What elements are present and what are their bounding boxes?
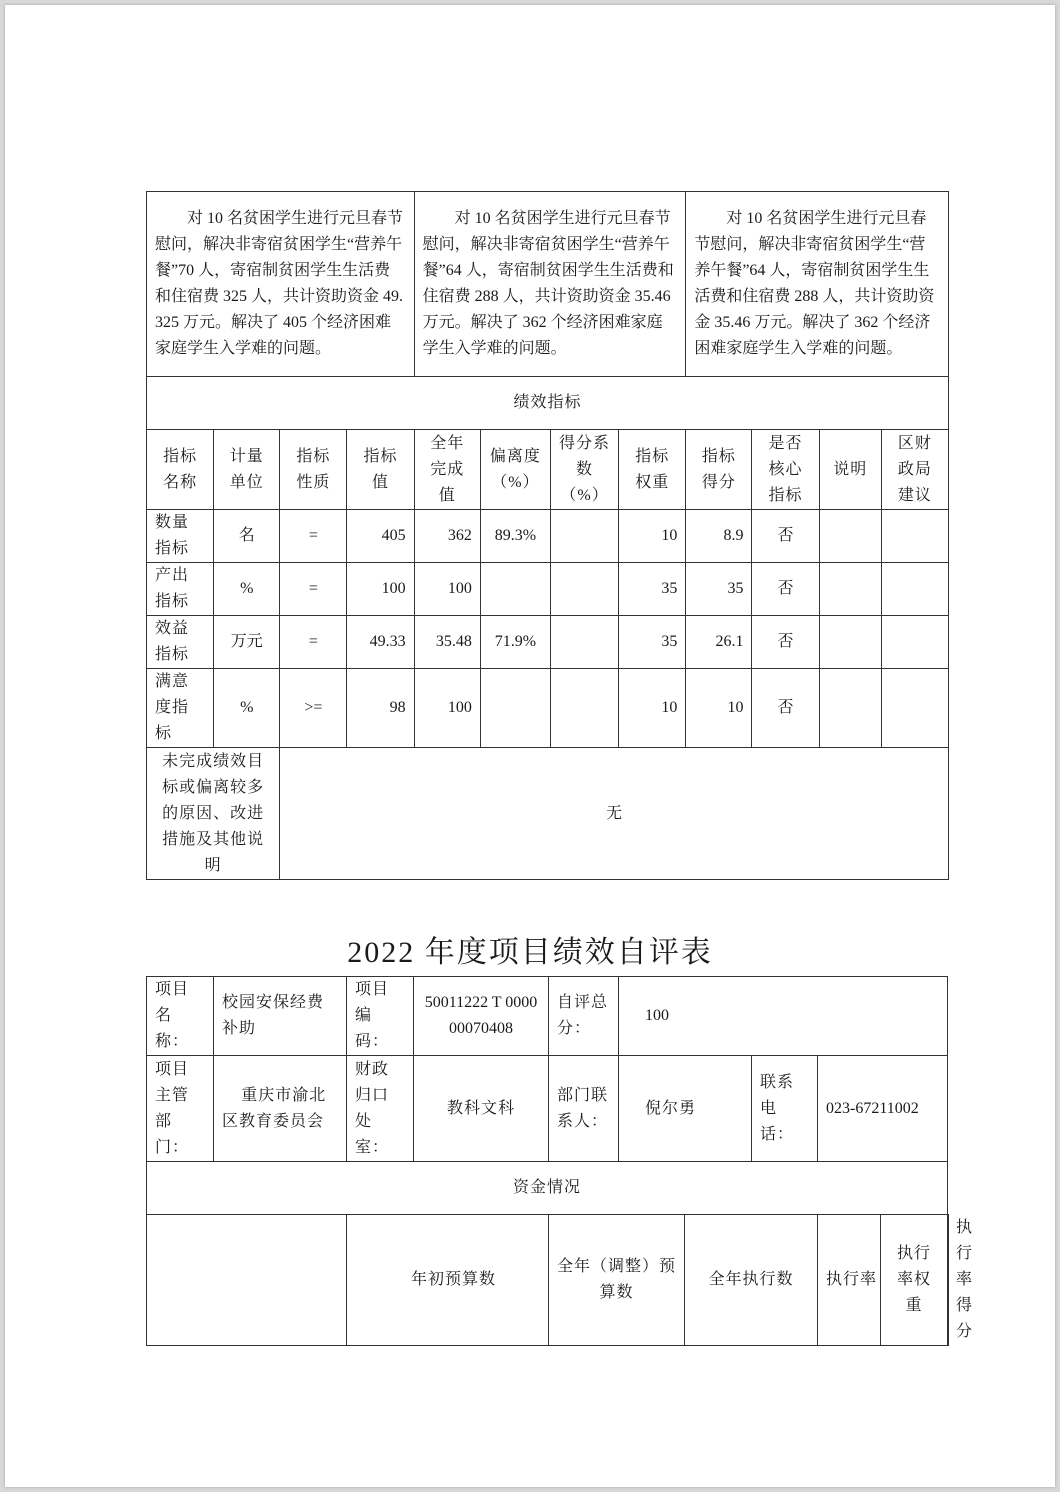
indicator-deviation <box>480 563 550 616</box>
header-indicator-name: 指标名称 <box>147 430 214 510</box>
total-score-label: 自评总分： <box>549 977 619 1056</box>
header-target-value: 指标值 <box>347 430 414 510</box>
indicator-deviation <box>480 669 550 748</box>
header-core: 是否核心指标 <box>752 430 819 510</box>
project-name-label: 项目名称： <box>147 977 214 1056</box>
header-actual-value: 全年完成值 <box>414 430 480 510</box>
header-coefficient: 得分系数（%） <box>550 430 618 510</box>
funds-header-exec-weight: 执行率权重 <box>881 1215 948 1346</box>
indicator-core: 否 <box>752 563 819 616</box>
indicator-coefficient <box>550 510 618 563</box>
indicator-note <box>819 510 881 563</box>
indicator-nature: = <box>280 616 347 669</box>
indicator-actual: 100 <box>414 669 480 748</box>
indicator-target: 98 <box>347 669 414 748</box>
indicator-actual: 35.48 <box>414 616 480 669</box>
funds-header-blank <box>147 1215 347 1346</box>
indicator-weight: 35 <box>619 616 686 669</box>
indicator-target: 100 <box>347 563 414 616</box>
indicator-actual: 362 <box>414 510 480 563</box>
indicator-coefficient <box>550 669 618 748</box>
indicator-weight: 35 <box>619 563 686 616</box>
indicator-coefficient <box>550 563 618 616</box>
indicator-weight: 10 <box>619 510 686 563</box>
indicator-score: 26.1 <box>686 616 752 669</box>
project-code-label: 项目编码： <box>347 977 414 1056</box>
dept: 重庆市渝北区教育委员会 <box>214 1056 347 1162</box>
table-row <box>147 510 949 563</box>
indicator-name: 满意度指标 <box>147 669 214 748</box>
indicator-advice <box>881 616 948 669</box>
contact-label: 部门联系人： <box>549 1056 619 1162</box>
indicator-score: 8.9 <box>686 510 752 563</box>
indicator-unit: % <box>214 669 280 748</box>
funds-header-exec-rate: 执行率 <box>818 1215 881 1346</box>
indicator-note <box>819 616 881 669</box>
document-page <box>5 5 1055 1487</box>
description-cell-target: 对 10 名贫困学生进行元旦春节慰问，解决非寄宿贫困学生“营养午餐”70 人，寄宿制贫困学生生活费和住宿费 325 人，共计资助资金 49.325 万元。解决了 405 个经济困难家庭学生入学难的问题。 <box>147 192 415 377</box>
indicator-core: 否 <box>752 510 819 563</box>
indicator-note <box>819 669 881 748</box>
form-title: 2022 年度项目绩效自评表 <box>347 936 713 969</box>
header-weight: 指标权重 <box>619 430 686 510</box>
funds-header-initial-budget: 年初预算数 <box>347 1215 549 1346</box>
header-nature: 指标性质 <box>280 430 347 510</box>
header-deviation: 偏离度（%） <box>480 430 550 510</box>
reason-label: 未完成绩效目标或偏离较多的原因、改进措施及其他说明 <box>147 748 280 880</box>
indicator-advice <box>881 510 948 563</box>
indicator-unit: 名 <box>214 510 280 563</box>
project-name: 校园安保经费补助 <box>214 977 347 1056</box>
funds-header-adjusted-budget: 全年（调整）预算数 <box>549 1215 685 1346</box>
description-cell-actual: 对 10 名贫困学生进行元旦春节慰问，解决非寄宿贫困学生“营养午餐”64 人，寄宿制贫困学生生活费和住宿费 288 人，共计资助资金 35.46 万元。解决了 362 个经济困难家庭学生入学难的问题。 <box>414 192 686 377</box>
project-info-table <box>146 976 974 1346</box>
indicator-name: 效益指标 <box>147 616 214 669</box>
phone: 023-67211002 <box>818 1056 948 1162</box>
section-title-performance: 绩效指标 <box>147 377 949 430</box>
indicator-name: 数量指标 <box>147 510 214 563</box>
indicator-nature: >= <box>280 669 347 748</box>
table-row <box>147 616 949 669</box>
indicator-note <box>819 563 881 616</box>
header-note: 说明 <box>819 430 881 510</box>
indicator-core: 否 <box>752 669 819 748</box>
description-cell-summary: 对 10 名贫困学生进行元旦春节慰问，解决非寄宿贫困学生“营养午餐”64 人，寄宿制贫困学生生活费和住宿费 288 人，共计资助资金 35.46 万元。解决了 362 个经济困难家庭学生入学难的问题。 <box>686 192 949 377</box>
total-score: 100 <box>619 977 948 1056</box>
contact: 倪尔勇 <box>619 1056 752 1162</box>
table-row <box>147 669 949 748</box>
project-code: 50011222 T 000000070408 <box>414 977 549 1056</box>
reason-value: 无 <box>280 748 949 880</box>
header-unit: 计量单位 <box>214 430 280 510</box>
phone-label: 联系电话： <box>752 1056 818 1162</box>
indicator-core: 否 <box>752 616 819 669</box>
indicator-nature: = <box>280 563 347 616</box>
performance-table <box>146 191 949 880</box>
indicator-deviation: 89.3% <box>480 510 550 563</box>
indicator-unit: 万元 <box>214 616 280 669</box>
dept-label: 项目主管部门： <box>147 1056 214 1162</box>
indicator-coefficient <box>550 616 618 669</box>
indicator-weight: 10 <box>619 669 686 748</box>
indicator-unit: % <box>214 563 280 616</box>
indicator-advice <box>881 563 948 616</box>
indicator-deviation: 71.9% <box>480 616 550 669</box>
indicator-advice <box>881 669 948 748</box>
table-row <box>147 563 949 616</box>
funds-header-exec-score: 执行率得分 <box>956 1219 974 1340</box>
funds-header-executed: 全年执行数 <box>685 1215 818 1346</box>
indicator-actual: 100 <box>414 563 480 616</box>
indicator-score: 35 <box>686 563 752 616</box>
indicator-nature: = <box>280 510 347 563</box>
indicator-name: 产出指标 <box>147 563 214 616</box>
indicator-target: 49.33 <box>347 616 414 669</box>
office-label: 财政归口处室： <box>347 1056 414 1162</box>
header-score: 指标得分 <box>686 430 752 510</box>
indicator-score: 10 <box>686 669 752 748</box>
indicator-target: 405 <box>347 510 414 563</box>
section-title-funds: 资金情况 <box>147 1162 948 1215</box>
header-advice: 区财政局建议 <box>881 430 948 510</box>
office: 教科文科 <box>414 1056 549 1162</box>
